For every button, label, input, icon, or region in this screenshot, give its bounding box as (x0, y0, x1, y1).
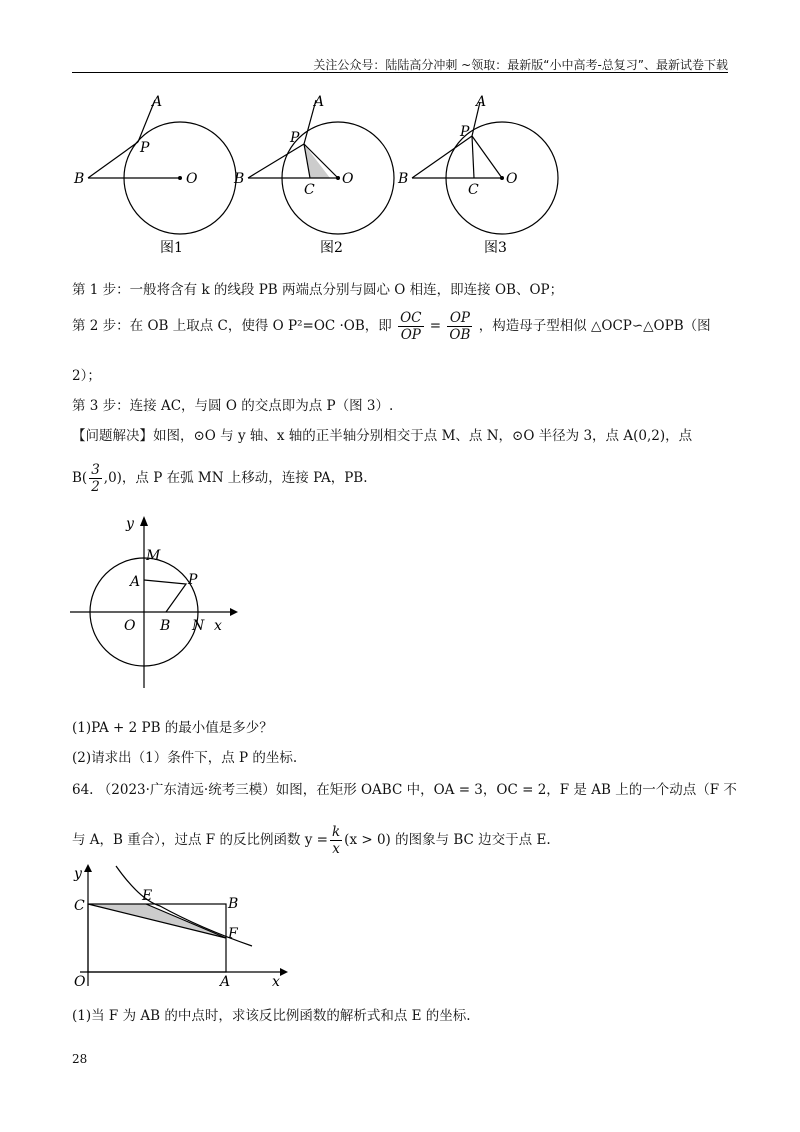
fig3-label-o: O (506, 171, 518, 187)
fig3-label-c: C (468, 182, 479, 198)
problem-line-2-post: ,0)，点 P 在弧 MN 上移动，连接 PA，PB. (103, 470, 368, 486)
figure-3 (397, 94, 558, 256)
fig1-label-p: P (140, 140, 150, 156)
rect-label-f: F (228, 926, 238, 942)
mid-label-n: N (192, 618, 205, 634)
fig2-label-b: B (234, 171, 245, 187)
fig3-label-p: P (460, 124, 470, 140)
frac-1-num: OC (400, 310, 422, 326)
problem-line-1: 【问题解决】如图，⊙O 与 y 轴、x 轴的正半轴分别相交于点 M、点 N，⊙O 半径为 3，点 A(0,2)，点 (72, 428, 693, 444)
step-2-text-b: ，构造母子型相似 △OCP∽△OPB（图 (478, 318, 711, 334)
problem-64-line-2-post: (x > 0) 的图象与 BC 边交于点 E. (344, 832, 551, 848)
fig3-label-b: B (398, 171, 409, 187)
fig1-label-b: B (74, 171, 85, 187)
page-header: 关注公众号：陆陆高分冲刺 ~领取：最新版“小中高考-总复习”、最新试卷下载 (313, 58, 728, 72)
fig1-caption: 图1 (160, 240, 183, 256)
page-number: 28 (72, 1052, 88, 1066)
fig3-caption: 图3 (484, 240, 507, 256)
step-2-eq: = (429, 318, 442, 334)
figure-1 (73, 94, 236, 256)
fig3-label-a: A (476, 94, 487, 110)
question-1: (1)PA + 2 PB 的最小值是多少？ (72, 720, 273, 736)
problem-frac-num: 3 (91, 462, 100, 478)
fig2-label-c: C (304, 182, 315, 198)
step-2-text-a: 第 2 步：在 OB 上取点 C，使得 O P²=OC ·OB，即 (72, 318, 392, 334)
fig1-label-o: O (186, 171, 198, 187)
rect-label-a: A (220, 974, 231, 990)
header-rule (72, 72, 728, 73)
mid-label-x: x (214, 618, 222, 634)
mid-label-o: O (124, 618, 136, 634)
fig2-label-o: O (342, 171, 354, 187)
problem-64-line-2 (72, 824, 551, 857)
fig2-label-p: P (290, 130, 300, 146)
figure-rectangle (60, 862, 300, 992)
mid-label-m: M (146, 548, 161, 564)
problem-64-frac-num: k (331, 824, 341, 840)
problem-frac (89, 462, 102, 495)
problem-line-2 (72, 462, 368, 495)
fig2-label-a: A (314, 94, 325, 110)
rect-label-e: E (142, 888, 153, 904)
mid-label-b: B (160, 618, 171, 634)
problem-64-frac (330, 824, 342, 857)
figure-2 (233, 94, 394, 256)
problem-64-line-1: 64. （2023·广东清远·统考三模）如图，在矩形 OABC 中，OA = 3，OC = 2，F 是 AB 上的一个动点（F 不 (72, 782, 737, 798)
figure-circle-coordinates (60, 512, 250, 692)
rect-label-y: y (74, 866, 82, 882)
step-1: 第 1 步：一般将含有 k 的线段 PB 两端点分别与圆心 O 相连，即连接 OB、OP； (72, 282, 564, 298)
rect-label-b: B (228, 896, 239, 912)
problem-64-frac-den: x (332, 841, 340, 857)
frac-2-num: OP (447, 310, 472, 327)
frac-2-den: OB (449, 327, 471, 343)
problem-64-line-2-pre: 与 A，B 重合），过点 F 的反比例函数 y = (72, 832, 328, 848)
step-3: 第 3 步：连接 AC，与圆 O 的交点即为点 P（图 3）. (72, 398, 394, 414)
rect-label-c: C (74, 898, 85, 914)
mid-label-p: P (188, 572, 198, 588)
step-2-frac-1 (398, 310, 423, 343)
problem-line-2-pre: B( (72, 470, 88, 486)
problem-frac-den: 2 (91, 479, 100, 495)
mid-label-a: A (130, 574, 141, 590)
step-2 (72, 310, 711, 343)
fig2-caption: 图2 (320, 240, 343, 256)
fig1-label-a: A (152, 94, 163, 110)
step-2-cont: 2）； (72, 368, 101, 384)
question-2: (2)请求出（1）条件下，点 P 的坐标. (72, 750, 298, 766)
rect-label-o: O (74, 974, 86, 990)
step-2-frac-2 (447, 310, 472, 343)
problem-64-question-1: (1)当 F 为 AB 的中点时，求该反比例函数的解析式和点 E 的坐标. (72, 1008, 471, 1024)
frac-1-den: OP (400, 327, 421, 343)
mid-label-y: y (126, 516, 134, 532)
rect-label-x: x (272, 974, 280, 990)
figures-top (60, 90, 580, 260)
